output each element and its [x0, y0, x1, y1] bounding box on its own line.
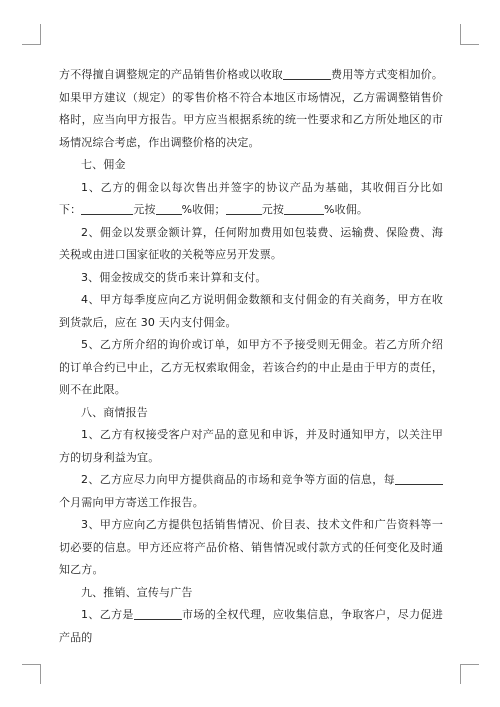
section-heading [59, 154, 443, 177]
text-run: 5、乙方所介绍的询价或订单，如甲方不予接受则无佣金。若乙方所介绍的订单合约已中止，乙方无权索取佣金，若该合约的中止是由于甲方的责任，则不在此限。 [59, 338, 443, 396]
paragraph [59, 267, 443, 290]
paragraph-continued [59, 64, 443, 154]
text-run: 3、甲方应向乙方提供包括销售情况、价目表、技术文件和广告资料等一切必要的信息。甲方还应将产品价格、销售情况或付款方式的任何变化及时通知乙方。 [59, 518, 443, 576]
blank-line [226, 202, 262, 215]
document-body [59, 64, 443, 649]
crop-mark-top-left [40, 24, 41, 44]
text-run: 九、推销、宣传与广告 [81, 585, 193, 599]
text-run: 3、佣金按成交的货币来计算和支付。 [81, 270, 267, 284]
text-run: 八、商情报告 [81, 405, 148, 419]
blank-line [283, 67, 331, 80]
paragraph [59, 424, 443, 469]
text-run: %收佣； [181, 203, 226, 216]
blank-line [395, 472, 443, 485]
text-run: 1、乙方是 [81, 608, 134, 621]
blank-line [156, 202, 182, 215]
text-run: 费用等方式变相加价。如果甲方建议（规定）的零售价格不符合本地区市场情况，乙方需调整销售价格时，应当向甲方报告。甲方应当根据系统的统一性要求和乙方所处地区的市场情况综合考虑，作出调整价格的决定。 [59, 68, 443, 149]
paragraph [59, 514, 443, 582]
crop-mark-bottom-right-h [460, 664, 479, 665]
text-run: 2、乙方应尽力向甲方提供商品的市场和竞争等方面的信息，每 [81, 473, 395, 486]
blank-line [81, 202, 107, 215]
text-run: 市场的全权代理，应收集信息，争取客户，尽力促进产品的 [59, 608, 444, 644]
crop-mark-bottom-left-h [22, 664, 41, 665]
crop-mark-bottom-left [40, 664, 41, 684]
paragraph [59, 334, 443, 402]
blank-line [134, 607, 182, 620]
text-run: 2、佣金以发票金额计算，任何附加费用如包装费、运输费、保险费、海关税或由进口国家征收的关税等应另开发票。 [59, 225, 443, 261]
text-run: 方不得擅自调整规定的产品销售价格或以收取 [59, 68, 283, 81]
text-run: %收佣。 [324, 203, 369, 216]
text-run: 4、甲方每季度应向乙方说明佣金数额和支付佣金的有关商务，甲方在收到货款后，应在 30 天内支付佣金。 [59, 293, 443, 329]
section-heading [59, 402, 443, 425]
text-run: 1、乙方的佣金以每次售出并签字的协议产品为基础，其收佣百分比如下： [59, 180, 443, 216]
paragraph [59, 604, 443, 649]
text-run: 七、佣金 [81, 158, 126, 171]
text-run: 元按 [133, 203, 156, 216]
crop-mark-top-right [460, 24, 461, 44]
paragraph [59, 289, 443, 334]
paragraph [59, 177, 443, 222]
blank-line [284, 202, 324, 215]
paragraph [59, 222, 443, 267]
text-run: 个月需向甲方寄送工作报告。 [59, 495, 204, 509]
section-heading [59, 582, 443, 605]
crop-mark-bottom-right [460, 664, 461, 684]
crop-mark-top-left-h [22, 44, 41, 45]
text-run: 元按 [261, 203, 284, 216]
crop-mark-top-right-h [460, 44, 479, 45]
paragraph [59, 469, 443, 514]
text-run: 1、乙方有权接受客户对产品的意见和申诉，并及时通知甲方，以关注甲方的切身利益为宜。 [59, 428, 443, 464]
blank-line [107, 202, 133, 215]
